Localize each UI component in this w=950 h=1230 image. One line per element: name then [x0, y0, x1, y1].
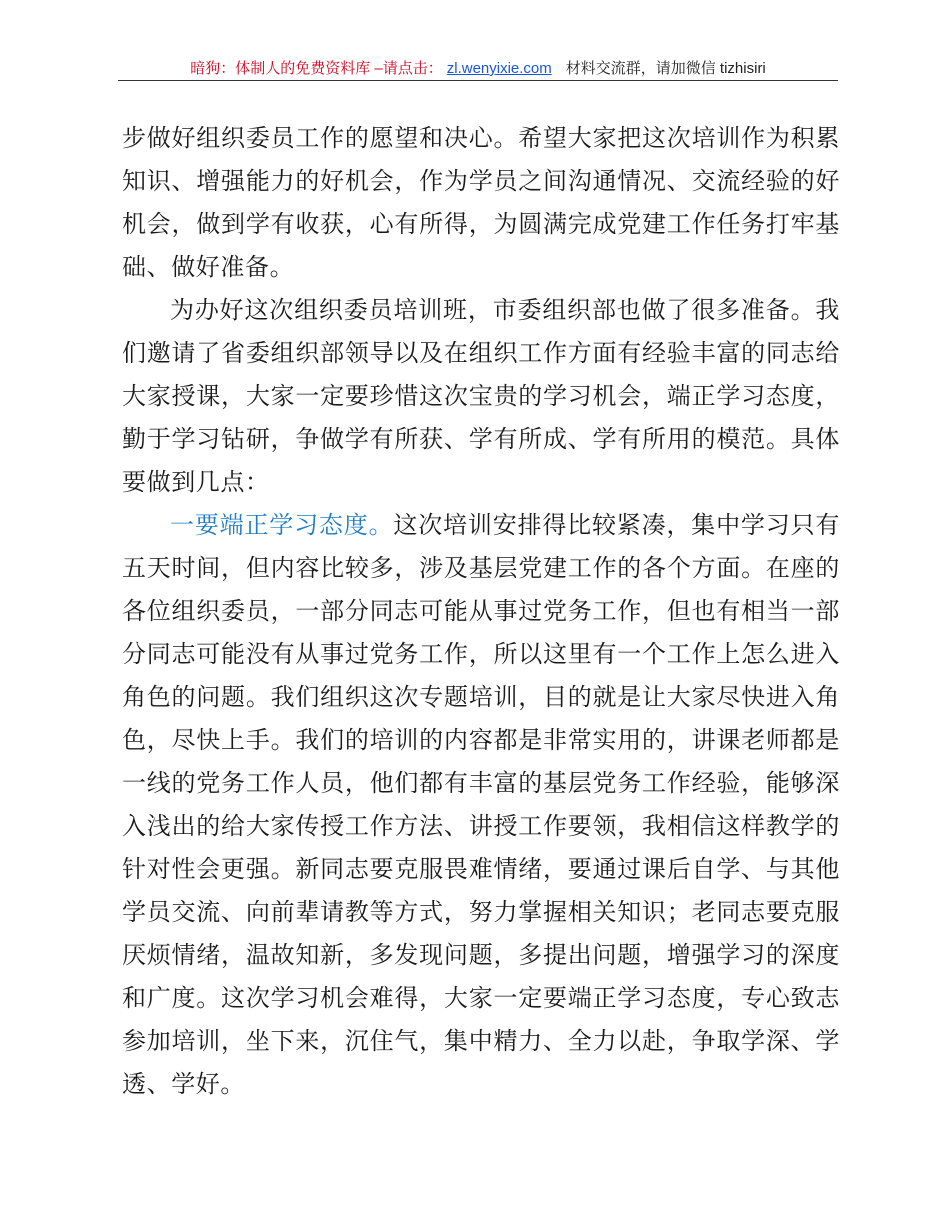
page-header	[118, 56, 838, 82]
header-link[interactable]: zl.wenyixie.com	[446, 60, 552, 77]
point-one-heading: 一要端正学习态度。	[170, 511, 394, 539]
header-contact: 材料交流群，请加微信 tizhisiri	[565, 60, 766, 77]
header-prompt: –请点击：	[370, 60, 443, 77]
paragraph-continuation: 步做好组织委员工作的愿望和决心。希望大家把这次培训作为积累知识、增强能力的好机会，作为学员之间沟通情况、交流经验的好机会，做到学有收获，心有所得，为圆满完成党建工作任务打牢基础、做好准备。	[122, 124, 840, 281]
paragraph-point-one	[122, 504, 840, 1106]
document-body	[122, 117, 840, 1106]
header-divider	[118, 80, 838, 81]
paragraph-preparation: 为办好这次组织委员培训班，市委组织部也做了很多准备。我们邀请了省委组织部领导以及在组织工作方面有经验丰富的同志给大家授课，大家一定要珍惜这次宝贵的学习机会，端正学习态度，勤于学习钻研，争做学有所获、学有所成、学有所用的模范。具体要做到几点：	[122, 296, 840, 496]
point-one-text: 这次培训安排得比较紧凑，集中学习只有五天时间，但内容比较多，涉及基层党建工作的各个方面。在座的各位组织委员，一部分同志可能从事过党务工作，但也有相当一部分同志可能没有从事过党务工作，所以这里有一个工作上怎么进入角色的问题。我们组织这次专题培训，目的就是让大家尽快进入角色，尽快上手。我们的培训的内容都是非常实用的，讲课老师都是一线的党务工作人员，他们都有丰富的基层党务工作经验，能够深入浅出的给大家传授工作方法、讲授工作要领，我相信这样教学的针对性会更强。新同志要克服畏难情绪，要通过课后自学、与其他学员交流、向前辈请教等方式，努力掌握相关知识；老同志要克服厌烦情绪，温故知新，多发现问题，多提出问题，增强学习的深度和广度。这次学习机会难得，大家一定要端正学习态度，专心致志参加培训，坐下来，沉住气，集中精力、全力以赴，争取学深、学透、学好。	[122, 511, 840, 1098]
header-brand: 暗狗：体制人的免费资料库	[190, 60, 371, 77]
